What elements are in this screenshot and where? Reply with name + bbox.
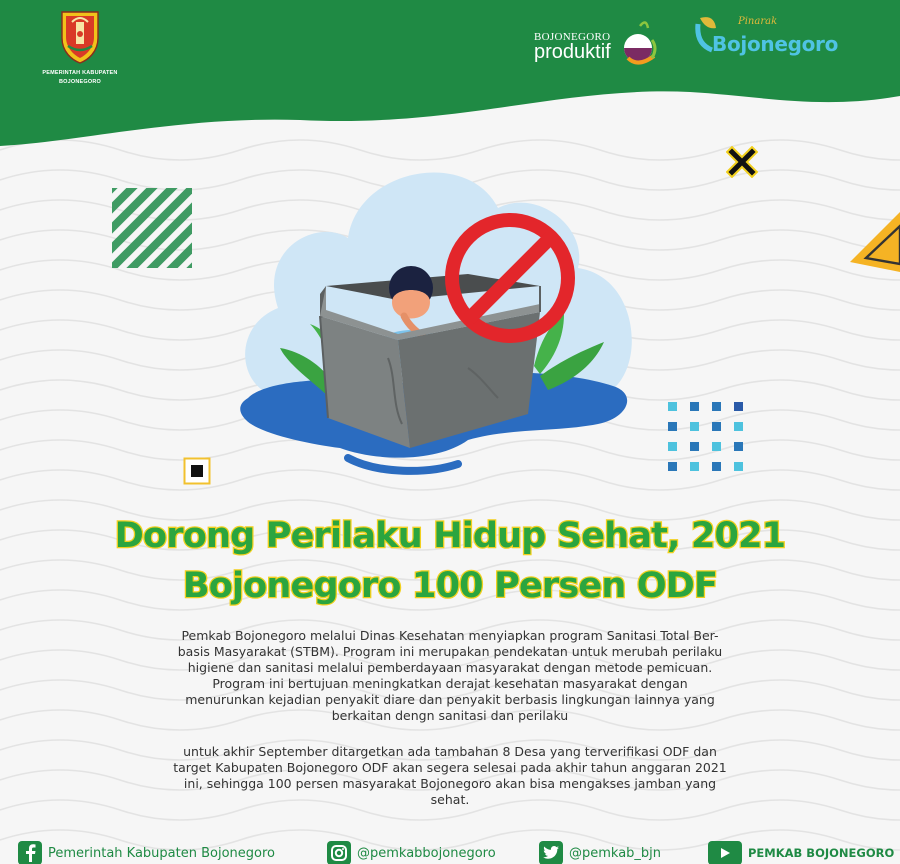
dot-grid-decoration xyxy=(664,398,750,474)
pinarak-bojonegoro-logo xyxy=(694,14,839,64)
paragraph-1-line: basis Masyarakat (STBM). Program ini merupakan pendekatan untuk merubah perilaku xyxy=(177,644,723,659)
striped-square-decoration xyxy=(112,188,192,268)
instagram-icon xyxy=(327,841,351,864)
produktif-logo-line-2: produktif xyxy=(534,41,611,63)
square-dot-decoration xyxy=(183,457,211,485)
youtube-handle: PEMKAB BOJONEGORO xyxy=(748,846,895,860)
paragraph-2-line: target Kabupaten Bojonegoro ODF akan segera selesai pada akhir tahun anggaran 2021 xyxy=(173,760,727,775)
org-name-line-2: BOJONEGORO xyxy=(58,79,102,85)
paragraph-1-line: menurunkan kejadian penyakit diare dan penyakit berbasis lingkungan lainnya yang xyxy=(185,692,715,707)
facebook-link[interactable] xyxy=(18,842,275,864)
headline-line-1: Dorong Perilaku Hidup Sehat, 2021 xyxy=(114,516,786,556)
twitter-link[interactable] xyxy=(539,842,661,864)
triangle-decoration xyxy=(846,206,900,276)
facebook-handle: Pemerintah Kabupaten Bojonegoro xyxy=(48,845,275,861)
headline-line-2: Bojonegoro 100 Persen ODF xyxy=(182,566,718,606)
cross-decoration xyxy=(726,146,758,178)
paragraph-1-line: higiene dan sanitasi melalui pemberdayaan masyarakat dengan metode pemicuan. xyxy=(187,660,713,675)
twitter-handle: @pemkab_bjn xyxy=(569,845,662,861)
paragraph-1-line: berkaitan dengn sanitasi dan perilaku xyxy=(331,708,569,723)
bojonegoro-produktif-logo xyxy=(534,18,664,72)
twitter-icon xyxy=(539,841,563,864)
paragraph-2-line: ini, sehingga 100 persen masyarakat Bojonegoro akan bisa mengakses jamban yang xyxy=(183,776,717,791)
instagram-handle: @pemkabbojonegoro xyxy=(357,845,496,861)
paragraph-1 xyxy=(0,628,900,724)
youtube-link[interactable] xyxy=(708,842,894,864)
org-name-line-1: PEMERINTAH KABUPATEN xyxy=(42,70,118,76)
social-footer xyxy=(0,842,900,864)
paragraph-2-line: sehat. xyxy=(430,792,470,807)
produktif-logo-line-1: BOJONEGORO xyxy=(534,31,611,43)
paragraph-1-line: Program ini bertujuan meningkatkan derajat kesehatan masyarakat dengan xyxy=(212,676,688,691)
paragraph-2 xyxy=(0,744,900,808)
open-defecation-illustration xyxy=(228,128,648,488)
pinarak-logo-line-2: Bojonegoro xyxy=(712,32,839,56)
paragraph-1-line: Pemkab Bojonegoro melalui Dinas Kesehatan menyiapkan program Sanitasi Total Ber- xyxy=(181,628,719,643)
instagram-link[interactable] xyxy=(327,842,496,864)
facebook-icon xyxy=(18,841,42,864)
youtube-icon xyxy=(708,841,742,864)
produktif-emblem-icon xyxy=(618,18,664,72)
pinarak-logo-line-1: Pinarak xyxy=(738,16,778,27)
regency-crest-icon xyxy=(58,8,102,64)
paragraph-2-line: untuk akhir September ditargetkan ada tambahan 8 Desa yang terverifikasi ODF dan xyxy=(183,744,717,759)
pemkab-logo xyxy=(38,8,122,86)
